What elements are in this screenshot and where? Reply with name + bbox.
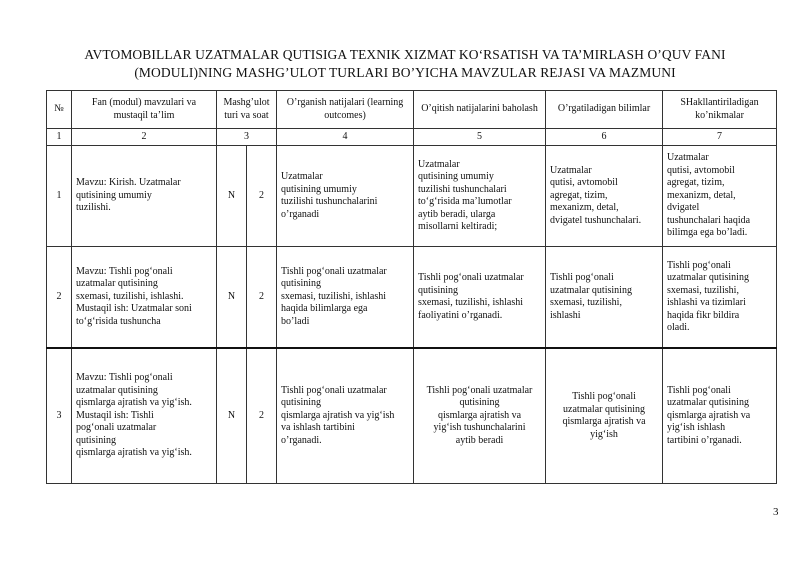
- col-number: 1: [47, 129, 72, 146]
- header-topic: Fan (modul) mavzulari va mustaqil ta’lim: [72, 91, 217, 129]
- skills-cell: Uzatmalar qutisi, avtomobil agregat, tizim, mexanizm, detal, dvigatel tushunchalari haqida bilimga ega bo’ladi.: [663, 146, 777, 247]
- skills-cell: Tishli pog‘onali uzatmalar qutisining qismlarga ajratish va yig‘ish ishlash tartibini o’rganadi.: [663, 348, 777, 484]
- table-row: [47, 247, 777, 349]
- hours-cell: 2: [247, 348, 277, 484]
- hours-cell: 2: [247, 146, 277, 247]
- type-cell: N: [217, 348, 247, 484]
- learning-cell: Tishli pog‘onali uzatmalar qutisining qismlarga ajratish va yig‘ish va ishlash tartibini o’rganadi.: [277, 348, 414, 484]
- col-number: 3: [217, 129, 277, 146]
- table-row: [47, 348, 777, 484]
- hours-cell: 2: [247, 247, 277, 349]
- col-number: 5: [414, 129, 546, 146]
- assessment-cell: Uzatmalar qutisining umumiy tuzilishi tushunchalari to‘g‘risida ma’lumotlar aytib beradi, ularga misollarni keltiradi;: [414, 146, 546, 247]
- skills-cell: Tishli pog‘onali uzatmalar qutisining sxemasi, tuzilishi, ishlashi va tizimlari haqida fikr bildira oladi.: [663, 247, 777, 349]
- col-number: 4: [277, 129, 414, 146]
- table-row: [47, 146, 777, 247]
- title-line-1: AVTOMOBILLAR UZATMALAR QUTISIGA TEXNIK XIZMAT KO‘RSATISH VA TA’MIRLASH O’QUV FANI: [84, 47, 726, 62]
- header-row: [47, 91, 777, 129]
- topic-cell: Mavzu: Tishli pog‘onali uzatmalar qutisining sxemasi, tuzilishi, ishlashi. Mustaqil ish: Uzatmalar soni to‘g‘risida tushuncha: [72, 247, 217, 349]
- title-line-2: (MODULI)NING MASHG’ULOT TURLARI BO’YICHA MAVZULAR REJASI VA MAZMUNI: [134, 65, 676, 80]
- learning-cell: Uzatmalar qutisining umumiy tuzilishi tushunchalarini o’rganadi: [277, 146, 414, 247]
- topic-cell: Mavzu: Kirish. Uzatmalar qutisining umumiy tuzilishi.: [72, 146, 217, 247]
- type-cell: N: [217, 247, 247, 349]
- topic-cell: Mavzu: Tishli pog‘onali uzatmalar qutisining qismlarga ajratish va yig‘ish. Mustaqil ish: Tishli pog‘onali uzatmalar qutisining qismlarga ajratish va yig‘ish.: [72, 348, 217, 484]
- header-knowledge: O’rgatiladigan bilimlar: [546, 91, 663, 129]
- row-number: 3: [47, 348, 72, 484]
- header-no: №: [47, 91, 72, 129]
- header-type: Mashg’ulot turi va soat: [217, 91, 277, 129]
- learning-cell: Tishli pog‘onali uzatmalar qutisining sxemasi, tuzilishi, ishlashi haqida bilimlarga ega bo’ladi: [277, 247, 414, 349]
- header-learning: O’rganish natijalari (learning outcomes): [277, 91, 414, 129]
- knowledge-cell: Tishli pog‘onali uzatmalar qutisining sxemasi, tuzilishi, ishlashi: [546, 247, 663, 349]
- topics-plan-table: [46, 90, 777, 484]
- type-cell: N: [217, 146, 247, 247]
- knowledge-cell: Tishli pog‘onali uzatmalar qutisining qismlarga ajratish va yig‘ish: [546, 348, 663, 484]
- assessment-cell: Tishli pog‘onali uzatmalar qutisining qismlarga ajratish va yig‘ish tushunchalarini aytib beradi: [414, 348, 546, 484]
- row-number: 1: [47, 146, 72, 247]
- header-assessment: O’qitish natijalarini baholash: [414, 91, 546, 129]
- col-number: 2: [72, 129, 217, 146]
- page-number: 3: [773, 506, 779, 518]
- row-number: 2: [47, 247, 72, 349]
- assessment-cell: Tishli pog‘onali uzatmalar qutisining sxemasi, tuzilishi, ishlashi faoliyatini o’rganadi.: [414, 247, 546, 349]
- document-title: [60, 46, 750, 82]
- knowledge-cell: Uzatmalar qutisi, avtomobil agregat, tizim, mexanizm, detal, dvigatel tushunchalari.: [546, 146, 663, 247]
- col-number: 6: [546, 129, 663, 146]
- col-number: 7: [663, 129, 777, 146]
- header-skills: SHakllantiriladigan ko’nikmalar: [663, 91, 777, 129]
- column-number-row: [47, 129, 777, 146]
